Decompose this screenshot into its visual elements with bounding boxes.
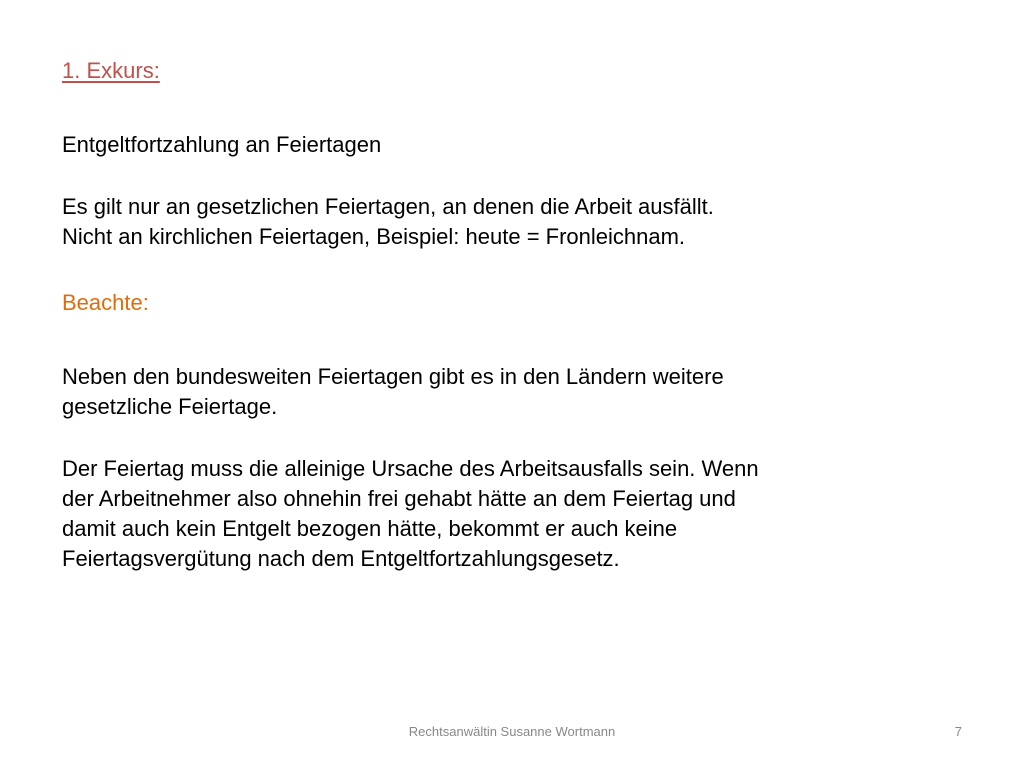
- ursache-line-4: Feiertagsvergütung nach dem Entgeltfortzahlungsgesetz.: [62, 546, 620, 571]
- rule-line-1: Es gilt nur an gesetzlichen Feiertagen, an denen die Arbeit ausfällt.: [62, 194, 714, 219]
- heading-exkurs: 1. Exkurs:: [62, 58, 160, 83]
- ursache-line-1: Der Feiertag muss die alleinige Ursache des Arbeitsausfalls sein. Wenn: [62, 456, 759, 481]
- rule-line-2: Nicht an kirchlichen Feiertagen, Beispiel: heute = Fronleichnam.: [62, 224, 686, 249]
- laender-paragraph: [62, 362, 962, 422]
- footer-author: Rechtsanwältin Susanne Wortmann: [408, 724, 616, 739]
- ursache-line-3: damit auch kein Entgelt bezogen hätte, bekommt er auch keine: [62, 516, 678, 541]
- topic-line: Entgeltfortzahlung an Feiertagen: [62, 132, 382, 157]
- laender-line-2: gesetzliche Feiertage.: [62, 394, 278, 419]
- laender-line-1: Neben den bundesweiten Feiertagen gibt es in den Ländern weitere: [62, 364, 724, 389]
- heading-beachte-row: [62, 288, 962, 318]
- heading-beachte: Beachte:: [62, 290, 149, 315]
- heading-exkurs-row: [62, 56, 962, 86]
- footer-page-number: 7: [954, 724, 962, 739]
- rule-paragraph: [62, 192, 962, 252]
- ursache-line-2: der Arbeitnehmer also ohnehin frei gehabt hätte an dem Feiertag und: [62, 486, 736, 511]
- slide-content: [62, 56, 962, 574]
- ursache-paragraph: [62, 454, 962, 574]
